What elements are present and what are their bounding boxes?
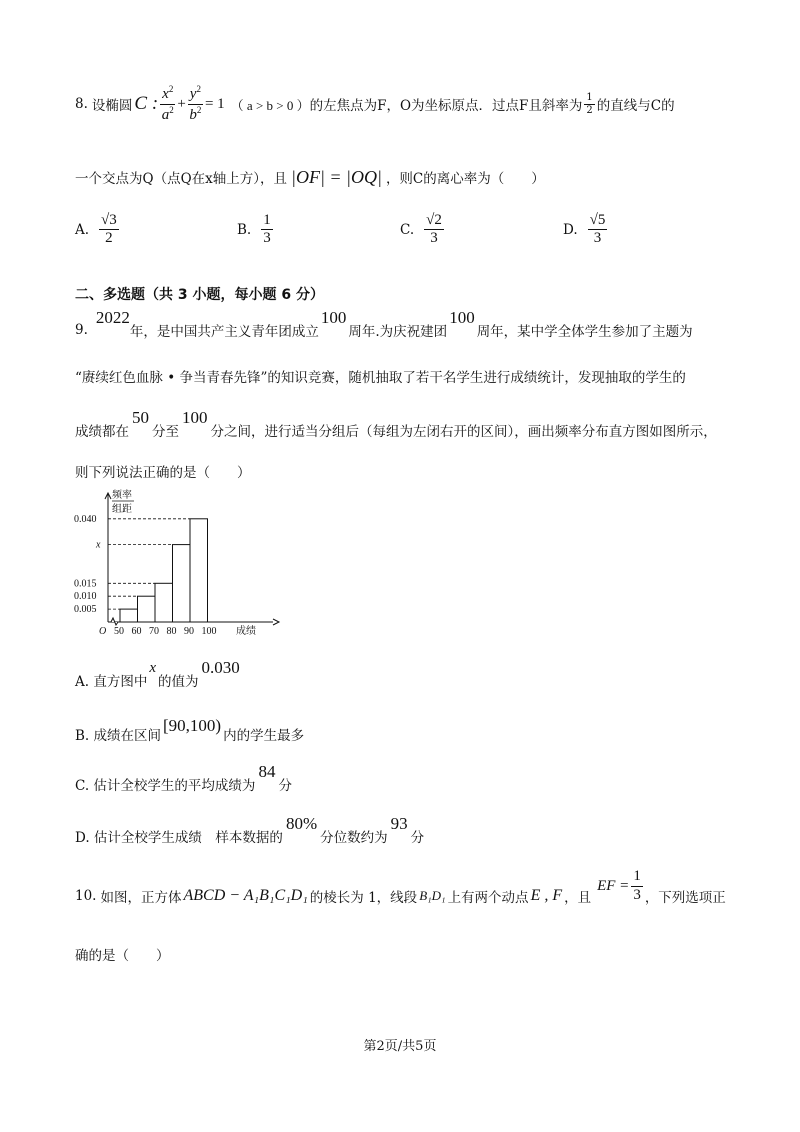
ef-label: EF =	[597, 877, 630, 894]
y-tick-label: 0.010	[74, 591, 97, 603]
q8-line1	[75, 82, 675, 126]
x-tick-label: 90	[184, 626, 194, 637]
histogram-bar	[120, 609, 138, 622]
y2-over-b2: $\frac{y^2}{b^2}$	[189, 84, 202, 123]
q9-year: 2022	[95, 308, 130, 327]
segment-name: B₁D₁	[419, 888, 446, 903]
x-label: 成绩	[236, 626, 256, 637]
q8-intro: 设椭圆	[91, 98, 133, 114]
q8-option-c: C. $\frac{√2}{3}$	[400, 212, 442, 247]
points-name: E , F	[530, 887, 563, 904]
x-tick-label: 80	[166, 626, 177, 637]
x2-over-a2: $\frac{x^2}{a^2}$	[161, 84, 174, 123]
q9-option-b: B. 成绩在区间 [90,100) 内的学生最多	[75, 716, 305, 744]
histogram-bar	[173, 545, 191, 622]
slope-fraction: $\frac{1}{2}$	[586, 92, 593, 116]
origin-label: O	[99, 626, 107, 637]
q8-option-d: D. $\frac{√5}{3}$	[563, 212, 606, 247]
q9-line3: 成绩都在 50 分至 100 分之间，进行适当分组后（每组为左闭右开的区间），画出频率分布直方图如图所示，	[75, 408, 717, 440]
q8-condition: （ a > b > 0 ）	[230, 97, 310, 113]
frequency-histogram	[68, 485, 288, 645]
q8-text-a: 的左焦点为F，O为坐标原点．过点F且斜率为	[309, 98, 583, 114]
histogram-bar	[155, 583, 173, 622]
q8-number: 8.	[75, 96, 88, 112]
ellipse-prefix: C :	[134, 93, 159, 114]
q9-line4: 则下列说法正确的是（ ）	[75, 465, 251, 481]
ellipse-equation: C : $\frac{x^2}{a^2}$ + $\frac{y^2}{b^2}$ = 1	[134, 84, 225, 123]
q10-line2: 确的是（ ）	[75, 948, 170, 964]
q9-line2: “赓续红色血脉 • 争当青春先锋”的知识竞赛，随机抽取了若干名学生进行成绩统计，发现抽取的学生的	[75, 370, 686, 386]
q9-option-d: D. 估计全校学生成绩 样本数据的 80% 分位数约为 93 分	[75, 814, 425, 846]
x-tick-label: 70	[149, 626, 159, 637]
option-c-fraction: $\frac{√2}{3}$	[426, 212, 442, 247]
option-a-fraction: $\frac{√3}{2}$	[101, 212, 117, 247]
cube-name: ABCD − A₁B₁C₁D₁	[183, 887, 308, 904]
y-tick-label: 0.005	[74, 604, 97, 616]
q9-option-c: C. 估计全校学生的平均成绩为 84 分	[75, 762, 292, 794]
x-tick-label: 100	[201, 626, 217, 637]
q10-number: 10.	[75, 888, 97, 904]
option-b-fraction: $\frac{1}{3}$	[263, 212, 271, 247]
q9-line1: 9. 2022 年，是中国共产主义青年团成立 100 周年.为庆祝建团 100 周年，某中学全体学生参加了主题为	[75, 308, 693, 340]
histogram-bar	[190, 519, 208, 622]
x-axis-arrow	[273, 619, 279, 625]
ef-fraction: $\frac{1}{3}$	[633, 868, 641, 903]
y-label-bottom: 组距	[112, 504, 132, 515]
y-tick-label: 0.015	[74, 578, 97, 590]
q8-line2	[75, 162, 545, 192]
q8-option-a: A. $\frac{√3}{2}$	[75, 212, 117, 247]
q8-line2-a: 一个交点为Q（点Q在x轴上方），且	[75, 171, 287, 187]
x-tick-label: 60	[131, 626, 142, 637]
option-d-fraction: $\frac{√5}{3}$	[589, 212, 606, 247]
page-footer: 第2页/共5页	[363, 1039, 437, 1054]
section-heading: 二、多选题（共 3 小题，每小题 6 分）	[75, 287, 324, 303]
y-tick-label: 0.040	[74, 513, 97, 525]
y-label-top: 频率	[112, 490, 132, 501]
q10-line1: 10. 如图，正方体 ABCD − A₁B₁C₁D₁ 的棱长为 1，线段 B₁D₁ 上有两个动点 E , F ，且 EF = $\frac{1}{3}$ ，下列选项正	[75, 868, 726, 906]
abs-equation: |OF| = |OQ|	[291, 166, 382, 187]
q8-text-b: 的直线与C的	[596, 98, 675, 114]
histogram-bar	[138, 596, 156, 622]
q9-option-a: A. 直方图中 x 的值为 0.030	[75, 658, 240, 690]
q8-option-b: B. $\frac{1}{3}$	[237, 212, 271, 247]
x-tick-label: 50	[114, 626, 124, 637]
q8-line2-b: ，则C的离心率为（ ）	[385, 171, 545, 187]
y-tick-label: x	[96, 539, 101, 551]
q9-number: 9.	[75, 322, 88, 338]
